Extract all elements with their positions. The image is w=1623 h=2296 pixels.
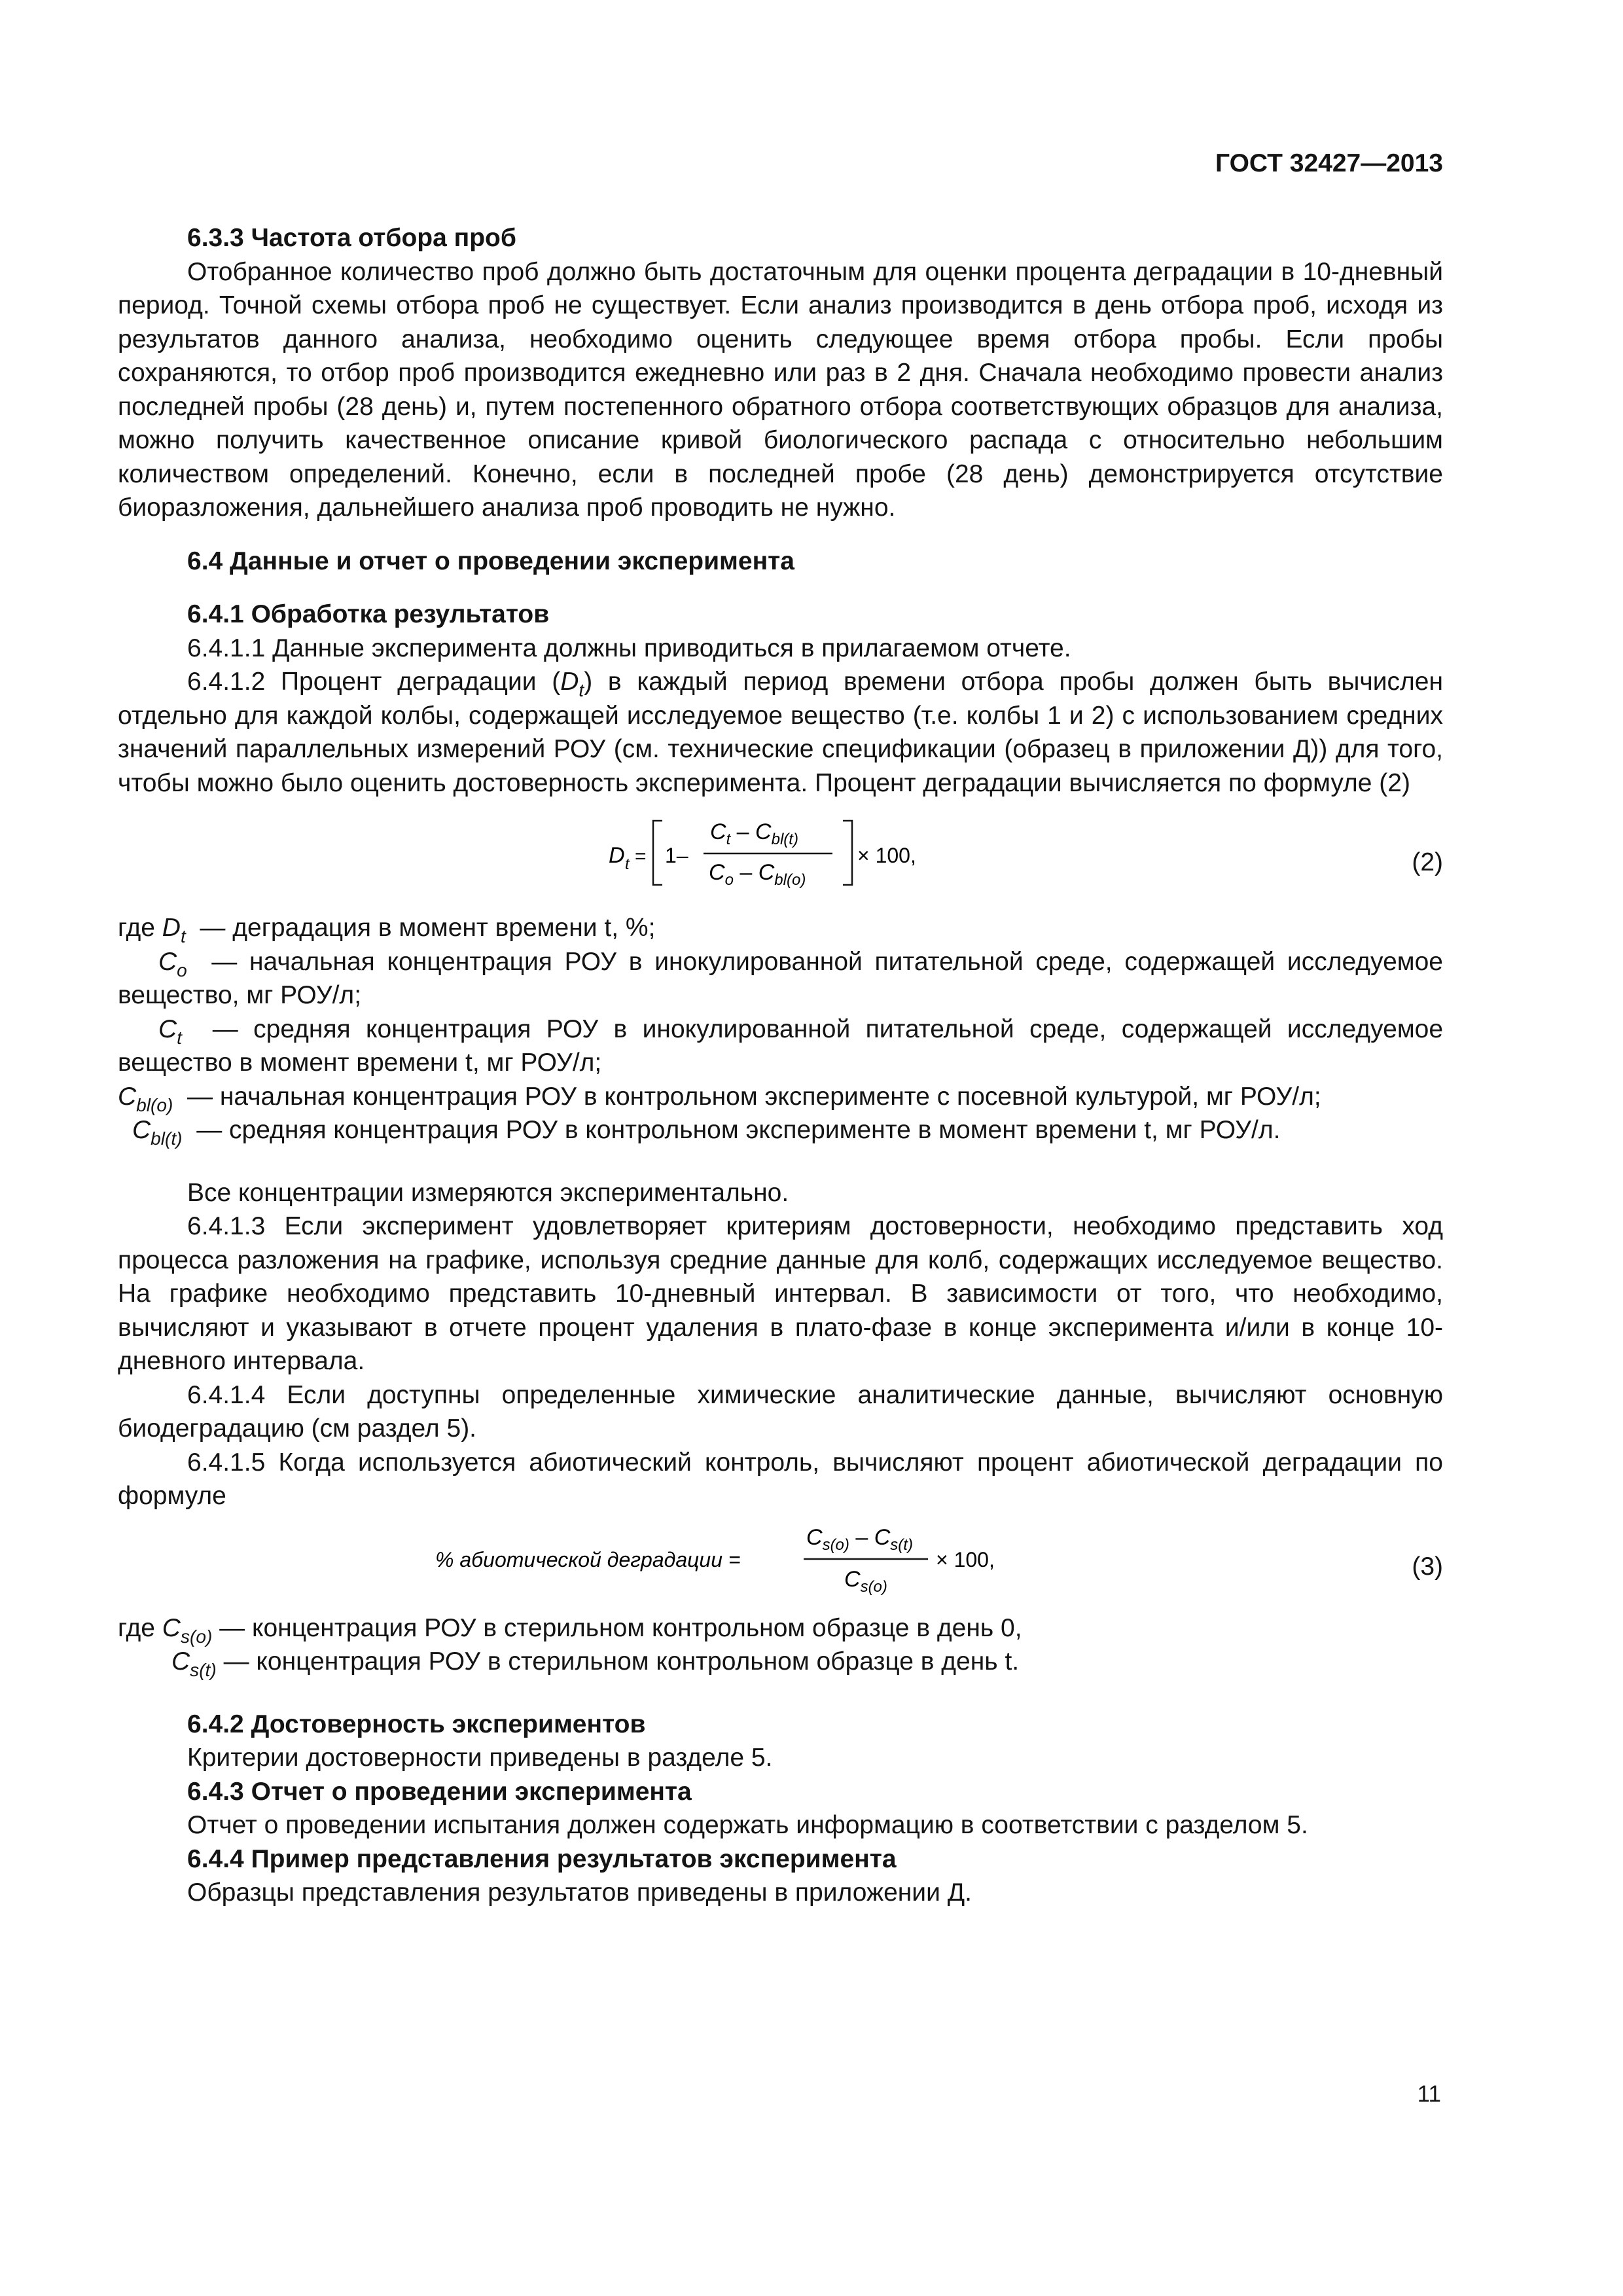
section-6-4-3-title: 6.4.3 Отчет о проведении эксперимента bbox=[187, 1777, 692, 1806]
formula-2-denominator: $C_o - C_{bl(o)}$ bbox=[709, 860, 806, 889]
legend3-text-cst: — концентрация РОУ в стерильном контрольном образце в день t. bbox=[223, 1647, 1020, 1676]
legend-row-cblo: $C_{bl(o)}$ — начальная концентрация РОУ в контрольном эксперименте с посевной культурой, мг РОУ/л; bbox=[118, 1082, 1321, 1115]
legend-row-cblt: $C_{bl(t)}$ — средняя концентрация РОУ в контрольном эксперименте в момент времени t, мг РОУ/л. bbox=[132, 1116, 1281, 1149]
section-6-3-3-title: 6.3.3 Частота отбора проб bbox=[187, 224, 516, 252]
document-body bbox=[118, 221, 1443, 1910]
paragraph-6-4-1-5: 6.4.1.5 Когда используется абиотический контроль, вычисляют процент абиотической деградации по формуле bbox=[118, 1448, 1443, 1510]
legend-row-dt: где $D_t$ — деградация в момент времени t, %; bbox=[118, 914, 656, 946]
page-number: 11 bbox=[1417, 2081, 1441, 2107]
section-6-4-2-paragraph: Критерии достоверности приведены в разделе 5. bbox=[187, 1744, 773, 1772]
formula-2-eq: = bbox=[635, 846, 647, 867]
formula-3-numerator: $C_{s(o)} - C_{s(t)}$ bbox=[806, 1524, 913, 1554]
formula-2-lhs: D bbox=[609, 843, 625, 868]
formula-3 bbox=[118, 1513, 1443, 1611]
legend-text-ct: — средняя концентрация РОУ в инокулированной питательной среде, содержащей исследуемое вещество в момент времени t, мг РОУ/л; bbox=[118, 1014, 1444, 1077]
section-6-4-3-paragraph: Отчет о проведении испытания должен содержать информацию в соответствии с разделом 5. bbox=[187, 1811, 1308, 1839]
formula-2-one-minus: 1– bbox=[665, 844, 688, 867]
formula-2-numerator: $C_t - C_{bl(t)}$ bbox=[710, 819, 798, 848]
formula-2-graphic bbox=[118, 800, 1443, 911]
paragraph-6-4-1-4: 6.4.1.4 Если доступны определенные химические аналитические данные, вычисляют основную биодеградацию (см раздел 5). bbox=[118, 1380, 1443, 1443]
p2-part-a: 6.4.1.2 Процент деградации ( bbox=[187, 668, 561, 696]
formula-2 bbox=[118, 800, 1443, 911]
formula-2-left-bracket bbox=[653, 821, 662, 885]
formula-3-legend bbox=[118, 1611, 1443, 1679]
formula-3-denominator: $C_{s(o)}$ bbox=[844, 1566, 887, 1596]
formula-2-number: (2) bbox=[1412, 848, 1443, 876]
formula-2-times: × 100, bbox=[857, 844, 916, 867]
legend-text-cblt: — средняя концентрация РОУ в контрольном эксперименте в момент времени t, мг РОУ/л. bbox=[196, 1116, 1281, 1144]
section-6-4-title: 6.4 Данные и отчет о проведении эксперимента bbox=[187, 547, 794, 575]
formula-3-lhs: % абиотической деградации = bbox=[435, 1547, 741, 1571]
formula-3-times: × 100, bbox=[936, 1547, 995, 1571]
section-6-4-4-paragraph: Образцы представления результатов приведены в приложении Д. bbox=[187, 1878, 972, 1907]
where3-label: где bbox=[118, 1613, 155, 1642]
formula-2-legend bbox=[118, 911, 1443, 1147]
legend-row-co: $C_o$ — начальная концентрация РОУ в инокулированной питательной среде, содержащей исследуемое вещество, мг РОУ/л; bbox=[118, 947, 1443, 1009]
paragraph-all-concentrations: Все концентрации измеряются экспериментально. bbox=[187, 1178, 789, 1207]
legend-text-cblo: — начальная концентрация РОУ в контрольном эксперименте с посевной культурой, мг РОУ/л; bbox=[187, 1082, 1321, 1111]
section-6-4-1-title: 6.4.1 Обработка результатов bbox=[187, 600, 550, 628]
p2-part-b: ) в каждый период времени отбора пробы должен быть вычислен отдельно для каждой колбы, содержащей исследуемое вещество (т.е. колбы 1 и 2) с использованием средних значений параллельных измерений РОУ (см. технические спецификации (образец в приложении Д)) для того, чтобы можно было оценить достоверность эксперимента. Процент деградации вычисляется по формуле (2) bbox=[118, 668, 1443, 797]
where-label: где bbox=[118, 914, 155, 942]
dt-symbol: $D_t$ bbox=[560, 668, 584, 700]
paragraph-6-4-1-2 bbox=[118, 665, 1443, 800]
legend3-row-cso: где $C_{s(o)}$ — концентрация РОУ в стерильном контрольном образце в день 0, bbox=[118, 1613, 1022, 1647]
formula-2-right-bracket bbox=[843, 821, 852, 885]
paragraph-6-4-1-1: 6.4.1.1 Данные эксперимента должны приводиться в прилагаемом отчете. bbox=[187, 634, 1071, 662]
section-6-4-2-title: 6.4.2 Достоверность экспериментов bbox=[187, 1710, 646, 1738]
document-header: ГОСТ 32427—2013 bbox=[1215, 149, 1443, 177]
legend-row-ct: $C_t$ — средняя концентрация РОУ в инокулированной питательной среде, содержащей исследуемое вещество в момент времени t, мг РОУ/л; bbox=[118, 1014, 1444, 1077]
legend-text-dt: — деградация в момент времени t, %; bbox=[200, 914, 656, 942]
section-6-3-3-paragraph: Отобранное количество проб должно быть достаточным для оценки процента деградации в 10-дневный период. Точной схемы отбора проб не существует. Если анализ производится в день отбора проб, исходя из результатов данного анализа, необходимо оценить следующее время отбора пробы. Если пробы сохраняются, то отбор проб производится ежедневно или раз в 2 дня. Сначала необходимо провести анализ последней пробы (28 день) и, путем постепенного обратного отбора соответствующих образцов для анализа, можно получить качественное описание кривой биологического распада с относительно небольшим количеством определений. Конечно, если в последней пробе (28 день) демонстрируется отсутствие биоразложения, дальнейшего анализа проб проводить не нужно. bbox=[118, 257, 1443, 522]
legend3-row-cst: $C_{s(t)}$ — концентрация РОУ в стерильном контрольном образце в день t. bbox=[171, 1647, 1020, 1680]
legend-text-co: — начальная концентрация РОУ в инокулированной питательной среде, содержащей исследуемое вещество, мг РОУ/л; bbox=[118, 947, 1443, 1009]
formula-2-lhs-sub: t bbox=[625, 855, 630, 873]
formula-3-number: (3) bbox=[1412, 1552, 1443, 1581]
formula-3-graphic bbox=[118, 1513, 1443, 1611]
paragraph-6-4-1-3: 6.4.1.3 Если эксперимент удовлетворяет критериям достоверности, необходимо представить ход процесса разложения на графике, используя средние данные для колб, содержащих исследуемое вещество. На графике необходимо представить 10-дневный интервал. В зависимости от того, что необходимо, вычисляют и указывают в отчете процент удаления в плато-фазе в конце эксперимента и/или в конце 10-дневного интервала. bbox=[118, 1212, 1443, 1375]
legend3-text-cso: — концентрация РОУ в стерильном контрольном образце в день 0, bbox=[219, 1613, 1022, 1642]
section-6-4-4-title: 6.4.4 Пример представления результатов эксперимента bbox=[187, 1844, 897, 1873]
